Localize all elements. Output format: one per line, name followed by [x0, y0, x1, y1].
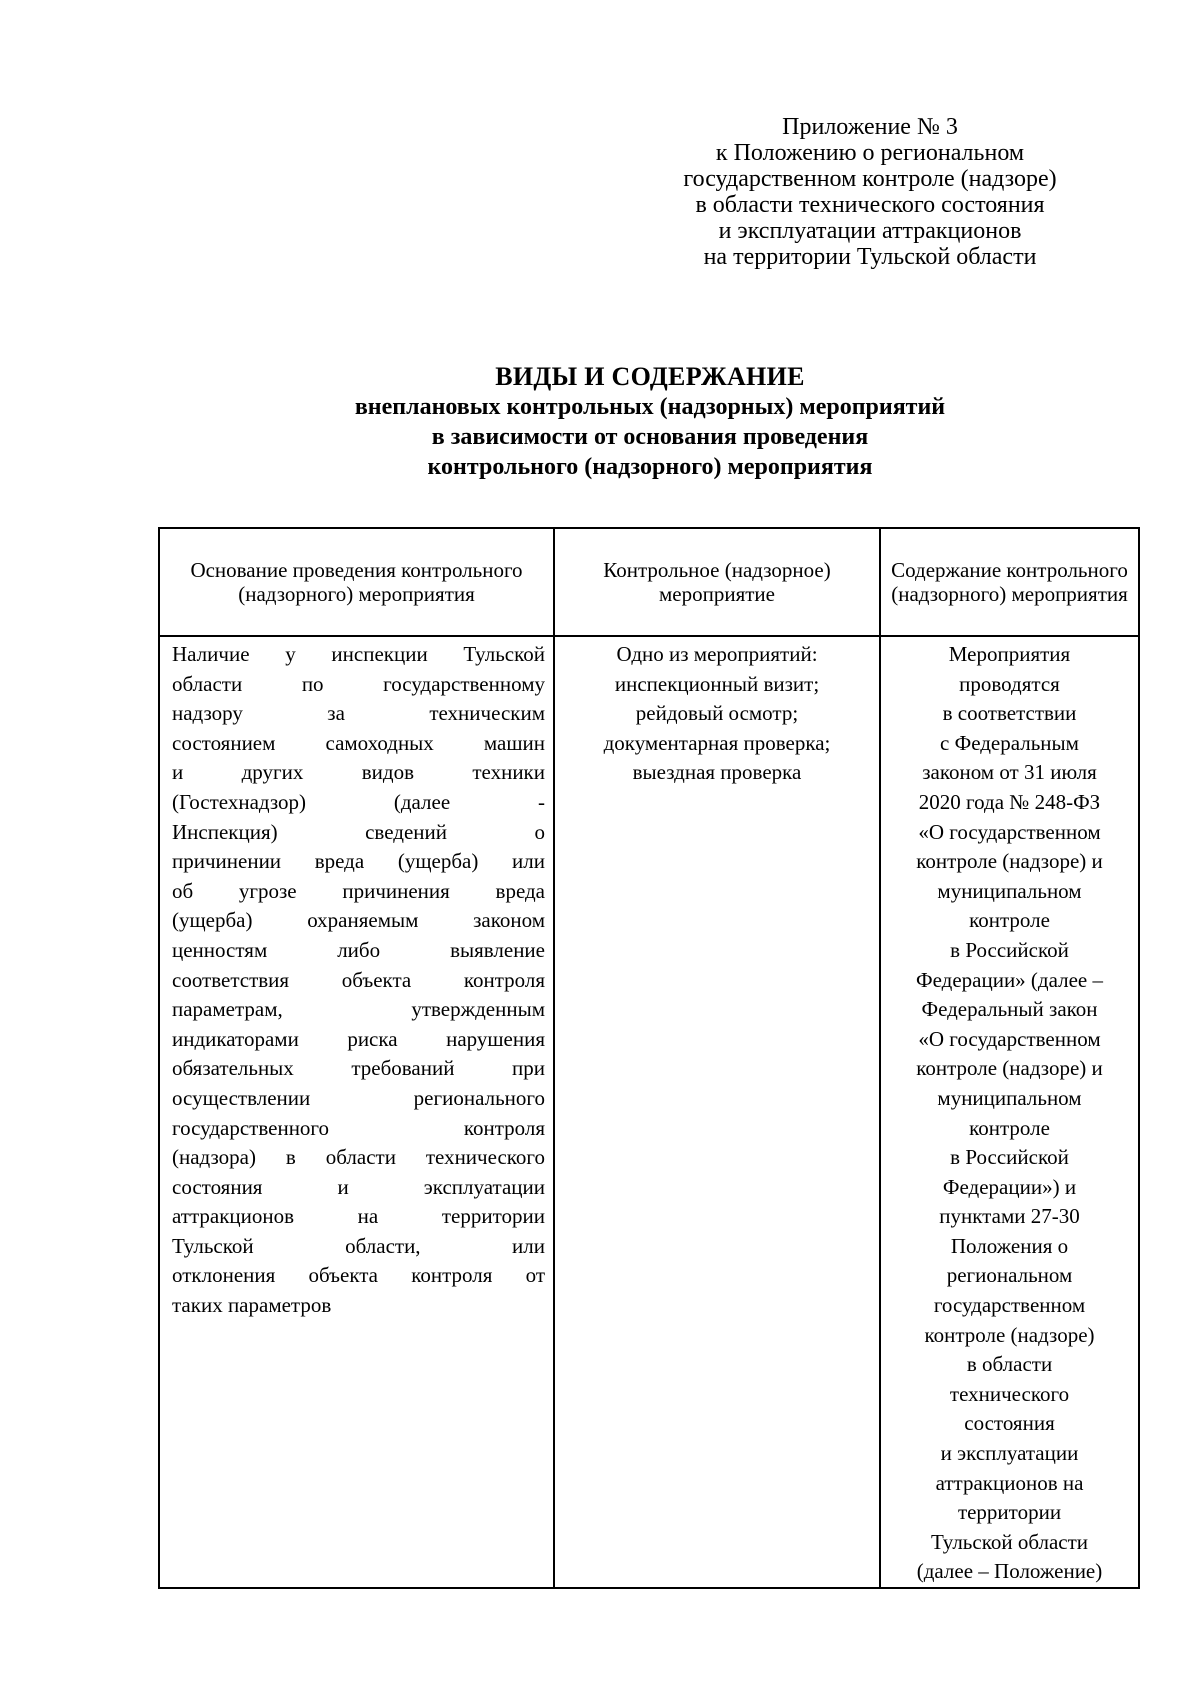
appendix-line: на территории Тульской области — [703, 244, 1037, 270]
basis-text-line: осуществлении регионального — [172, 1085, 545, 1110]
content-text-line: муниципальном — [937, 878, 1082, 903]
title-subline: внеплановых контрольных (надзорных) мероприятий — [354, 394, 946, 420]
title-main: ВИДЫ И СОДЕРЖАНИЕ — [495, 362, 805, 391]
basis-text-line: таких параметров — [172, 1293, 332, 1318]
basis-text-line: состоянием самоходных машин — [172, 730, 545, 755]
content-text-line: Федеральный закон — [921, 997, 1098, 1022]
content-text-line: (далее – Положение) — [916, 1559, 1103, 1584]
header-basis: Основание проведения контрольного (надзорного) мероприятия — [159, 528, 554, 636]
content-text-line: контроле (надзоре) и — [916, 849, 1103, 874]
content-text-line: контроле (надзоре) — [924, 1322, 1095, 1347]
appendix-line: и эксплуатации аттракционов — [718, 218, 1022, 244]
content-text-line: в Российской — [950, 1145, 1069, 1170]
table-header-row — [159, 528, 1139, 636]
content-text-line: территории — [957, 1500, 1062, 1525]
event-text-line: Одно из мероприятий: — [616, 642, 818, 666]
basis-text-line: Тульской области, или — [172, 1233, 545, 1258]
content-text-line: муниципальном — [937, 1085, 1082, 1110]
content-text-line: «О государственном — [918, 819, 1101, 844]
document-title — [150, 362, 1150, 482]
content-text-line: состояния — [964, 1411, 1055, 1436]
content-text-line: Федерации») и — [942, 1174, 1077, 1199]
content-text-line: 2020 года № 248-ФЗ — [918, 789, 1101, 814]
content-text-line: проводятся — [959, 671, 1060, 696]
basis-text-line: индикаторами риска нарушения — [172, 1026, 545, 1051]
content-text-line: аттракционов на — [935, 1470, 1084, 1495]
basis-text-line: (Гостехнадзор) (далее - — [172, 789, 545, 814]
event-text-line: выездная проверка — [632, 760, 802, 785]
measures-table — [158, 527, 1140, 1589]
content-text-line: Федерации» (далее – — [916, 967, 1103, 992]
cell-content — [880, 636, 1139, 1588]
content-text-line: «О государственном — [918, 1026, 1101, 1051]
basis-text-line: обязательных требований при — [172, 1056, 545, 1081]
header-content: Содержание контрольного (надзорного) мероприятия — [880, 528, 1139, 636]
basis-text-line: области по государственному — [172, 671, 545, 696]
content-text-line: региональном — [946, 1263, 1073, 1288]
basis-text-line: Наличие у инспекции Тульской — [172, 642, 545, 666]
basis-text-line: причинении вреда (ущерба) или — [172, 849, 545, 874]
event-text-line: инспекционный визит; — [614, 671, 820, 696]
appendix-line: в области технического состояния — [695, 192, 1045, 218]
basis-text-line: государственного контроля — [172, 1115, 545, 1140]
basis-text-line: (надзора) в области технического — [172, 1145, 545, 1170]
content-text-line: Тульской области — [930, 1529, 1089, 1554]
content-text-line: пунктами 27-30 — [939, 1204, 1080, 1229]
event-text-line: рейдовый осмотр; — [635, 701, 799, 726]
table-row — [159, 636, 1139, 1588]
content-text-line: государственном — [933, 1293, 1086, 1318]
basis-text-line: параметрам, утвержденным — [172, 997, 545, 1022]
basis-text-line: состояния и эксплуатации — [172, 1174, 545, 1199]
content-text-line: в соответствии — [942, 701, 1077, 726]
appendix-line: государственном контроле (надзоре) — [683, 166, 1057, 192]
content-text-line: контроле — [969, 908, 1050, 933]
basis-text-line: аттракционов на территории — [172, 1204, 545, 1229]
event-text-line: документарная проверка; — [603, 730, 831, 755]
appendix-header — [640, 114, 1100, 270]
header-event: Контрольное (надзорное) мероприятие — [554, 528, 880, 636]
content-text-line: в Российской — [950, 937, 1069, 962]
basis-text-line: об угрозе причинения вреда — [172, 878, 545, 903]
content-text-line: Положения о — [950, 1233, 1069, 1258]
basis-text-line: отклонения объекта контроля от — [172, 1263, 545, 1288]
basis-text-line: соответствия объекта контроля — [172, 967, 545, 992]
basis-text-line: Инспекция) сведений о — [172, 819, 545, 844]
basis-text-line: и других видов техники — [172, 760, 545, 785]
content-text-line: контроле (надзоре) и — [916, 1056, 1103, 1081]
content-text-line: технического — [949, 1381, 1070, 1406]
content-text-line: законом от 31 июля — [922, 760, 1097, 785]
content-text-line: Мероприятия — [948, 642, 1071, 666]
appendix-line: к Положению о региональном — [715, 140, 1025, 166]
basis-text-line: (ущерба) охраняемым законом — [172, 908, 545, 933]
content-text-line: в области — [966, 1352, 1053, 1377]
basis-text-line: ценностям либо выявление — [172, 937, 545, 962]
basis-text-line: надзору за техническим — [172, 701, 545, 726]
title-subline: контрольного (надзорного) мероприятия — [427, 454, 873, 480]
appendix-line: Приложение № 3 — [782, 114, 958, 140]
cell-event — [554, 636, 880, 1588]
title-subline: в зависимости от основания проведения — [431, 424, 869, 450]
content-text-line: контроле — [969, 1115, 1050, 1140]
content-text-line: с Федеральным — [940, 730, 1079, 755]
content-text-line: и эксплуатации — [940, 1441, 1079, 1466]
cell-basis — [159, 636, 554, 1588]
